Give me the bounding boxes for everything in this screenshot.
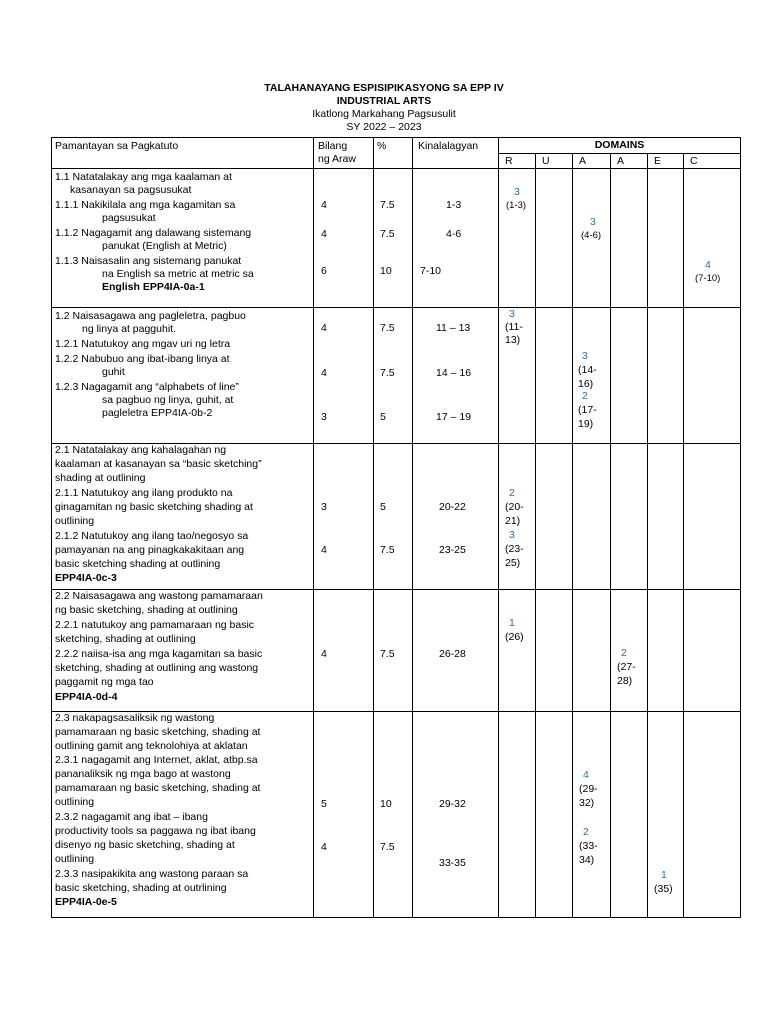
table-row: [52, 444, 741, 590]
competency-line: ng linya at pagguhit.: [82, 323, 176, 335]
domain-r: [499, 153, 536, 169]
competency-line: basic sketching shading at outlining: [55, 558, 221, 570]
competency-cell: [52, 444, 314, 590]
competency-line: 2.2 Naisasagawa ang wastong pamamaraan: [55, 590, 263, 602]
competency-line: 1.1.3 Naisasalin ang sistemang panukat: [55, 255, 242, 267]
domain-c-cell: [684, 590, 741, 712]
item-range: (29-: [579, 783, 598, 795]
kinalalagyan-value: 17 – 19: [436, 411, 472, 423]
competency-line: ng basic sketching, shading at outlining: [55, 604, 238, 616]
domain-c-label: C: [690, 154, 698, 167]
competency-line: outlining: [55, 853, 95, 865]
header-kinalalagyan: [413, 138, 499, 169]
kinalalagyan-value: 11 – 13: [436, 322, 471, 334]
domain-a2-cell: [611, 712, 648, 918]
domain-r-cell: [499, 712, 536, 918]
header-kinalalagyan-label: Kinalalagyan: [418, 140, 479, 152]
item-range: (17-: [578, 404, 597, 416]
competency-line: kaalaman at kasanayan sa “basic sketching”: [55, 458, 262, 470]
competency-line: 2.1.1 Natutukoy ang ilang produkto na: [55, 487, 233, 499]
competency-line: 2.3.2 nagagamit ang ibat – ibang: [55, 811, 208, 823]
bilang-value: 4: [321, 228, 327, 240]
item-range: 34): [579, 854, 595, 866]
percent-value: 7.5: [380, 322, 395, 334]
competency-line: pananaliksik ng mga bago at wastong: [55, 768, 231, 780]
item-range: (35): [654, 883, 673, 895]
item-range: 32): [579, 797, 595, 809]
competency-cell: [52, 169, 314, 308]
domain-u-cell: [536, 169, 573, 308]
competency-line: paggamit ng mga tao: [55, 676, 154, 688]
domain-a1-cell: [573, 712, 611, 918]
item-range: (20-: [505, 501, 524, 513]
item-range: (27-: [617, 661, 636, 673]
kinalalagyan-value: 23-25: [439, 544, 466, 556]
domain-u-cell: [536, 308, 573, 444]
percent-value: 7.5: [380, 841, 395, 853]
competency-line: 1.1.1 Nakikilala ang mga kagamitan sa: [55, 199, 236, 211]
header-percent: [374, 138, 413, 169]
competency-line: 2.3.3 nasipakikita ang wastong paraan sa: [55, 868, 249, 880]
kinalalagyan-cell: [413, 444, 499, 590]
competency-line: 1.2 Naisasagawa ang pagleletra, pagbuo: [55, 310, 246, 322]
competency-line: 2.1.2 Natutukoy ang ilang tao/negosyo sa: [55, 530, 249, 542]
competency-line: basic sketching, shading at outrlining: [55, 882, 227, 894]
competency-line: 1.2.3 Nagagamit ang “alphabets of line”: [55, 381, 239, 393]
percent-cell: [374, 308, 413, 444]
table-row: [52, 712, 741, 918]
item-range: (7-10): [695, 273, 721, 284]
domain-a2-label: A: [617, 154, 625, 167]
header-domains: [499, 138, 741, 154]
domain-c-cell: [684, 308, 741, 444]
item-range: (26): [505, 631, 524, 643]
competency-line: 1.1 Natatalakay ang mga kaalaman at: [55, 171, 232, 183]
competency-cell: [52, 712, 314, 918]
item-range: (33-: [579, 840, 598, 852]
header-pamantayan-label: Pamantayan sa Pagkatuto: [55, 140, 179, 152]
percent-value: 10: [380, 265, 392, 277]
bilang-value: 4: [321, 544, 327, 556]
domain-a2-cell: [611, 590, 648, 712]
domain-e: [648, 153, 684, 169]
competency-line: EPP4IA-0e-5: [55, 896, 117, 908]
item-range: (4-6): [581, 230, 602, 241]
item-range: (1-3): [506, 200, 527, 211]
item-range: 21): [505, 515, 521, 527]
kinalalagyan-value: 1-3: [446, 199, 462, 211]
item-range: 16): [578, 378, 594, 390]
competency-line: sketching, shading at outlining: [55, 633, 196, 645]
domain-e-cell: [648, 444, 684, 590]
item-count: 3: [514, 186, 520, 198]
competency-line: outlining: [55, 796, 95, 808]
domain-a1-cell: [573, 590, 611, 712]
kinalalagyan-value: 29-32: [439, 798, 466, 810]
bilang-cell: [314, 169, 374, 308]
competency-cell: [52, 590, 314, 712]
competency-line: productivity tools sa paggawa ng ibat ibang: [55, 825, 256, 837]
header-bilang-label-1: Bilang: [318, 140, 348, 152]
bilang-value: 4: [321, 648, 327, 660]
kinalalagyan-value: 14 – 16: [436, 367, 472, 379]
domain-e-cell: [648, 169, 684, 308]
competency-line: 2.1 Natatalakay ang kahalagahan ng: [55, 444, 227, 456]
competency-line: pamamaraan ng basic sketching, shading at: [55, 782, 261, 794]
item-count: 1: [509, 617, 515, 629]
percent-cell: [374, 169, 413, 308]
bilang-value: 4: [321, 322, 327, 334]
percent-value: 7.5: [380, 228, 395, 240]
competency-line: outlining: [55, 515, 95, 527]
bilang-value: 3: [321, 501, 327, 513]
domain-r-cell: [499, 590, 536, 712]
bilang-cell: [314, 308, 374, 444]
domain-e-cell: [648, 712, 684, 918]
competency-line: panukat (English at Metric): [102, 240, 227, 252]
header-pamantayan: [52, 138, 314, 169]
item-range: 28): [617, 675, 633, 687]
kinalalagyan-cell: [413, 169, 499, 308]
competency-line: sketching, shading at outlining ang wastong: [55, 662, 259, 674]
competency-line: disenyo ng basic sketching, shading at: [55, 839, 235, 851]
percent-value: 10: [380, 798, 392, 810]
domain-a1-cell: [573, 169, 611, 308]
header-row-1: [52, 138, 741, 154]
competency-line: 1.2.1 Natutukoy ang mgav uri ng letra: [55, 338, 231, 350]
header-domains-label: DOMAINS: [594, 139, 645, 151]
competency-line: EPP4IA-0c-3: [55, 572, 117, 584]
bilang-value: 6: [321, 265, 327, 277]
kinalalagyan-value: 7-10: [420, 265, 442, 277]
domain-r-cell: [499, 169, 536, 308]
item-count: 3: [582, 350, 588, 362]
bilang-value: 3: [321, 411, 327, 423]
item-count: 3: [509, 529, 515, 541]
item-range: 13): [505, 334, 521, 346]
domain-r-cell: [499, 308, 536, 444]
kinalalagyan-value: 26-28: [439, 648, 466, 660]
bilang-value: 4: [321, 841, 327, 853]
item-range: (11-: [505, 321, 523, 333]
domain-a1-cell: [573, 308, 611, 444]
domain-e-cell: [648, 590, 684, 712]
competency-line: 1.1.2 Nagagamit ang dalawang sistemang: [55, 227, 252, 239]
table-row: [52, 590, 741, 712]
document-subtitle: INDUSTRIAL ARTS: [336, 95, 432, 107]
domain-a2-cell: [611, 169, 648, 308]
percent-value: 7.5: [380, 648, 395, 660]
table-row: [52, 308, 741, 444]
domain-e-label: E: [654, 154, 662, 167]
competency-line: 2.3.1 nagagamit ang Internet, aklat, atbp.sa: [55, 754, 258, 766]
competency-line: kasanayan sa pagsusukat: [70, 184, 192, 196]
item-count: 2: [583, 826, 589, 838]
percent-value: 5: [380, 501, 386, 513]
percent-value: 7.5: [380, 544, 395, 556]
domain-a1-label: A: [579, 154, 587, 167]
document-title: TALAHANAYANG ESPISIPIKASYONG SA EPP IV: [264, 82, 504, 94]
competency-line: guhit: [102, 366, 125, 378]
competency-line: ginagamitan ng basic sketching shading at: [55, 501, 253, 513]
competency-line: 2.3 nakapagsasaliksik ng wastong: [55, 712, 215, 724]
domain-a2: [611, 153, 648, 169]
item-count: 3: [590, 216, 596, 228]
domain-r-label: R: [505, 154, 513, 167]
domain-c-cell: [684, 712, 741, 918]
bilang-value: 4: [321, 199, 327, 211]
quarter-label: Ikatlong Markahang Pagsusulit: [312, 108, 456, 120]
competency-line: outlining gamit ang teknolohiya at aklatan: [55, 740, 248, 752]
competency-line: EPP4IA-0d-4: [55, 691, 118, 703]
domain-u-cell: [536, 590, 573, 712]
competency-line: 2.2.1 natutukoy ang pamamaraan ng basic: [55, 619, 255, 631]
domain-c-cell: [684, 169, 741, 308]
bilang-value: 4: [321, 367, 327, 379]
competency-line: English EPP4IA-0a-1: [102, 281, 205, 293]
domain-u: [536, 153, 573, 169]
domain-e-cell: [648, 308, 684, 444]
kinalalagyan-value: 33-35: [439, 857, 466, 869]
bilang-cell: [314, 712, 374, 918]
bilang-value: 5: [321, 798, 327, 810]
domain-u-label: U: [542, 154, 550, 167]
domain-c-cell: [684, 444, 741, 590]
header-percent-label: %: [377, 140, 387, 152]
bilang-cell: [314, 590, 374, 712]
percent-cell: [374, 590, 413, 712]
kinalalagyan-cell: [413, 308, 499, 444]
kinalalagyan-value: 20-22: [439, 501, 466, 513]
percent-value: 7.5: [380, 199, 395, 211]
item-range: 19): [578, 418, 594, 430]
competency-line: 1.2.2 Nabubuo ang ibat-ibang linya at: [55, 353, 230, 365]
competency-line: 2.2.2 naiisa-isa ang mga kagamitan sa basic: [55, 648, 263, 660]
item-range: (23-: [505, 543, 524, 555]
kinalalagyan-cell: [413, 712, 499, 918]
school-year: SY 2022 – 2023: [346, 121, 422, 133]
domain-a1-cell: [573, 444, 611, 590]
domain-r-cell: [499, 444, 536, 590]
kinalalagyan-cell: [413, 590, 499, 712]
header-bilang: [314, 138, 374, 169]
specification-table: [51, 137, 741, 918]
item-count: 1: [661, 869, 667, 881]
item-range: (14-: [578, 364, 597, 376]
domain-u-cell: [536, 444, 573, 590]
competency-line: shading at outlining: [55, 472, 146, 484]
competency-line: pagleletra EPP4IA-0b-2: [102, 407, 213, 419]
competency-line: pagsusukat: [102, 212, 156, 224]
domain-u-cell: [536, 712, 573, 918]
competency-line: sa pagbuo ng linya, guhit, at: [102, 394, 234, 406]
competency-cell: [52, 308, 314, 444]
percent-value: 5: [380, 411, 386, 423]
item-count: 4: [583, 769, 589, 781]
item-count: 4: [705, 259, 711, 271]
percent-cell: [374, 712, 413, 918]
percent-cell: [374, 444, 413, 590]
item-range: 25): [505, 557, 521, 569]
table-row: [52, 169, 741, 308]
bilang-cell: [314, 444, 374, 590]
domain-a1: [573, 153, 611, 169]
kinalalagyan-value: 4-6: [446, 228, 462, 240]
item-count: 2: [582, 390, 588, 402]
item-count: 2: [509, 487, 515, 499]
domain-c: [684, 153, 741, 169]
item-count: 3: [509, 308, 515, 320]
domain-a2-cell: [611, 444, 648, 590]
competency-line: pamamaraan ng basic sketching, shading at: [55, 726, 261, 738]
competency-line: na English sa metric at metric sa: [102, 268, 254, 280]
domain-a2-cell: [611, 308, 648, 444]
competency-line: pamayanan na ang pinagkakakitaan ang: [55, 544, 245, 556]
percent-value: 7.5: [380, 367, 395, 379]
header-bilang-label-2: ng Araw: [318, 153, 356, 165]
item-count: 2: [621, 647, 627, 659]
